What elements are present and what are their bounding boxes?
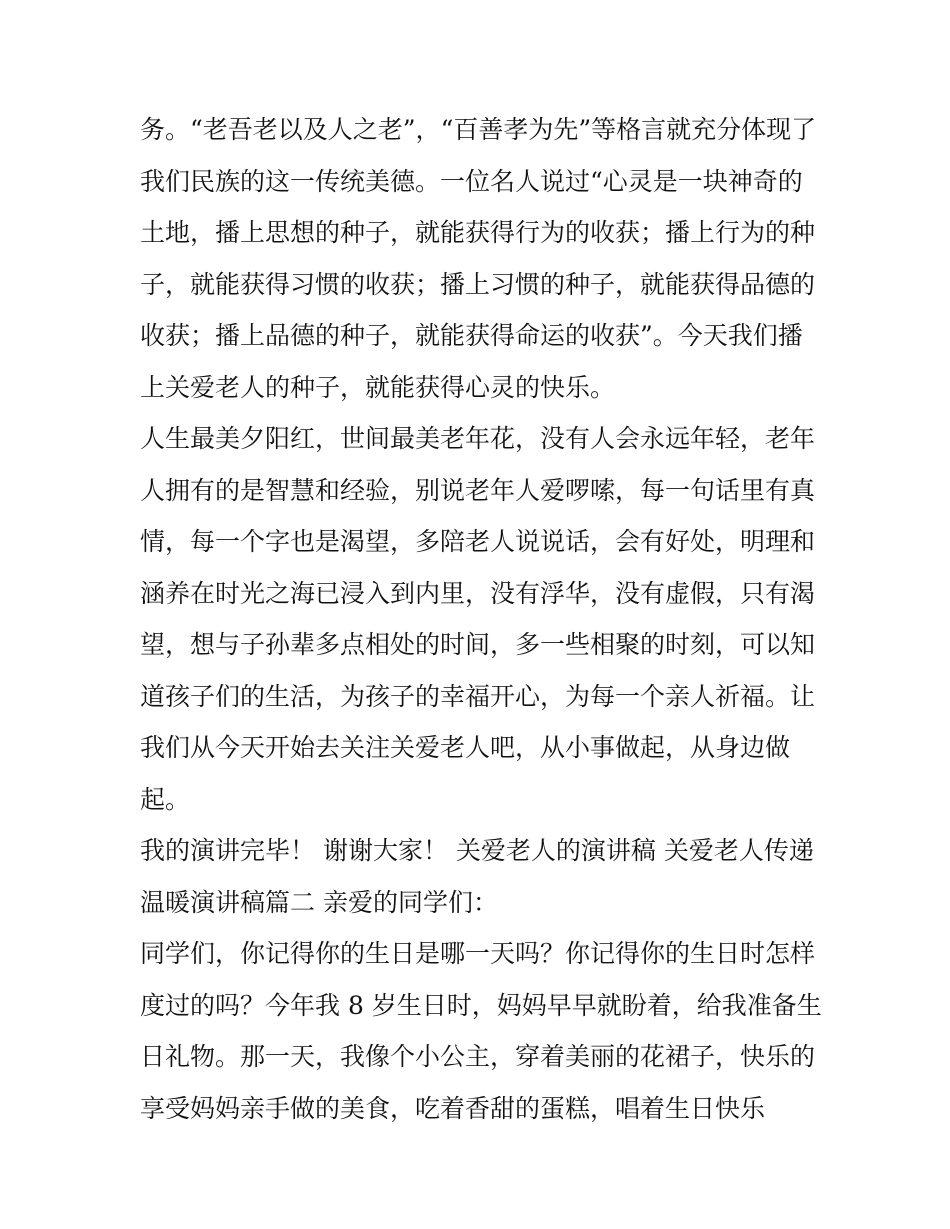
text-line: 人拥有的是智慧和经验，别说老年人爱啰嗦，每一句话里有真 — [140, 475, 816, 505]
text-line: 起。 — [140, 784, 191, 814]
text-line: 上关爱老人的种子，就能获得心灵的快乐。 — [140, 372, 616, 402]
text-line: 享受妈妈亲手做的美食，吃着香甜的蛋糕，唱着生日快乐 — [140, 1093, 766, 1123]
text-line: 温暖演讲稿篇二 亲爱的同学们： — [140, 887, 498, 917]
text-line: 日礼物。那一天，我像个小公主，穿着美丽的花裙子，快乐的 — [140, 1042, 816, 1071]
body-text — [140, 104, 820, 1134]
text-line: 我们民族的这一传统美德。一位名人说过“心灵是一块神奇的 — [140, 166, 803, 196]
text-line: 收获；播上品德的种子，就能获得命运的收获”。今天我们播 — [140, 321, 803, 350]
text-line: 务。“老吾老以及人之老”，“百善孝为先”等格言就充分体现了 — [140, 115, 817, 144]
text-line: 土地，播上思想的种子，就能获得行为的收获；播上行为的种 — [140, 218, 816, 247]
text-line: 道孩子们的生活，为孩子的幸福开心，为每一个亲人祈福。让 — [140, 681, 816, 711]
text-line: 子，就能获得习惯的收获；播上习惯的种子，就能获得品德的 — [140, 269, 816, 299]
text-line: 望，想与子孙辈多点相处的时间，多一些相聚的时刻，可以知 — [140, 630, 816, 659]
text-line: 我们从今天开始去关注关爱老人吧，从小事做起，从身边做 — [140, 733, 791, 762]
text-line: 同学们，你记得你的生日是哪一天吗？你记得你的生日时怎样 — [140, 939, 816, 968]
text-line: 人生最美夕阳红，世间最美老年花，没有人会永远年轻，老年 — [140, 424, 816, 453]
text-line: 情，每一个字也是渴望，多陪老人说说话，会有好处，明理和 — [140, 527, 816, 556]
text-line: 我的演讲完毕！ 谢谢大家！ 关爱老人的演讲稿 关爱老人传递 — [140, 836, 814, 865]
text-line: 涵养在时光之海已浸入到内里，没有浮华，没有虚假，只有渴 — [140, 578, 816, 608]
text-line: 度过的吗？今年我 8 岁生日时，妈妈早早就盼着，给我准备生 — [140, 990, 822, 1020]
